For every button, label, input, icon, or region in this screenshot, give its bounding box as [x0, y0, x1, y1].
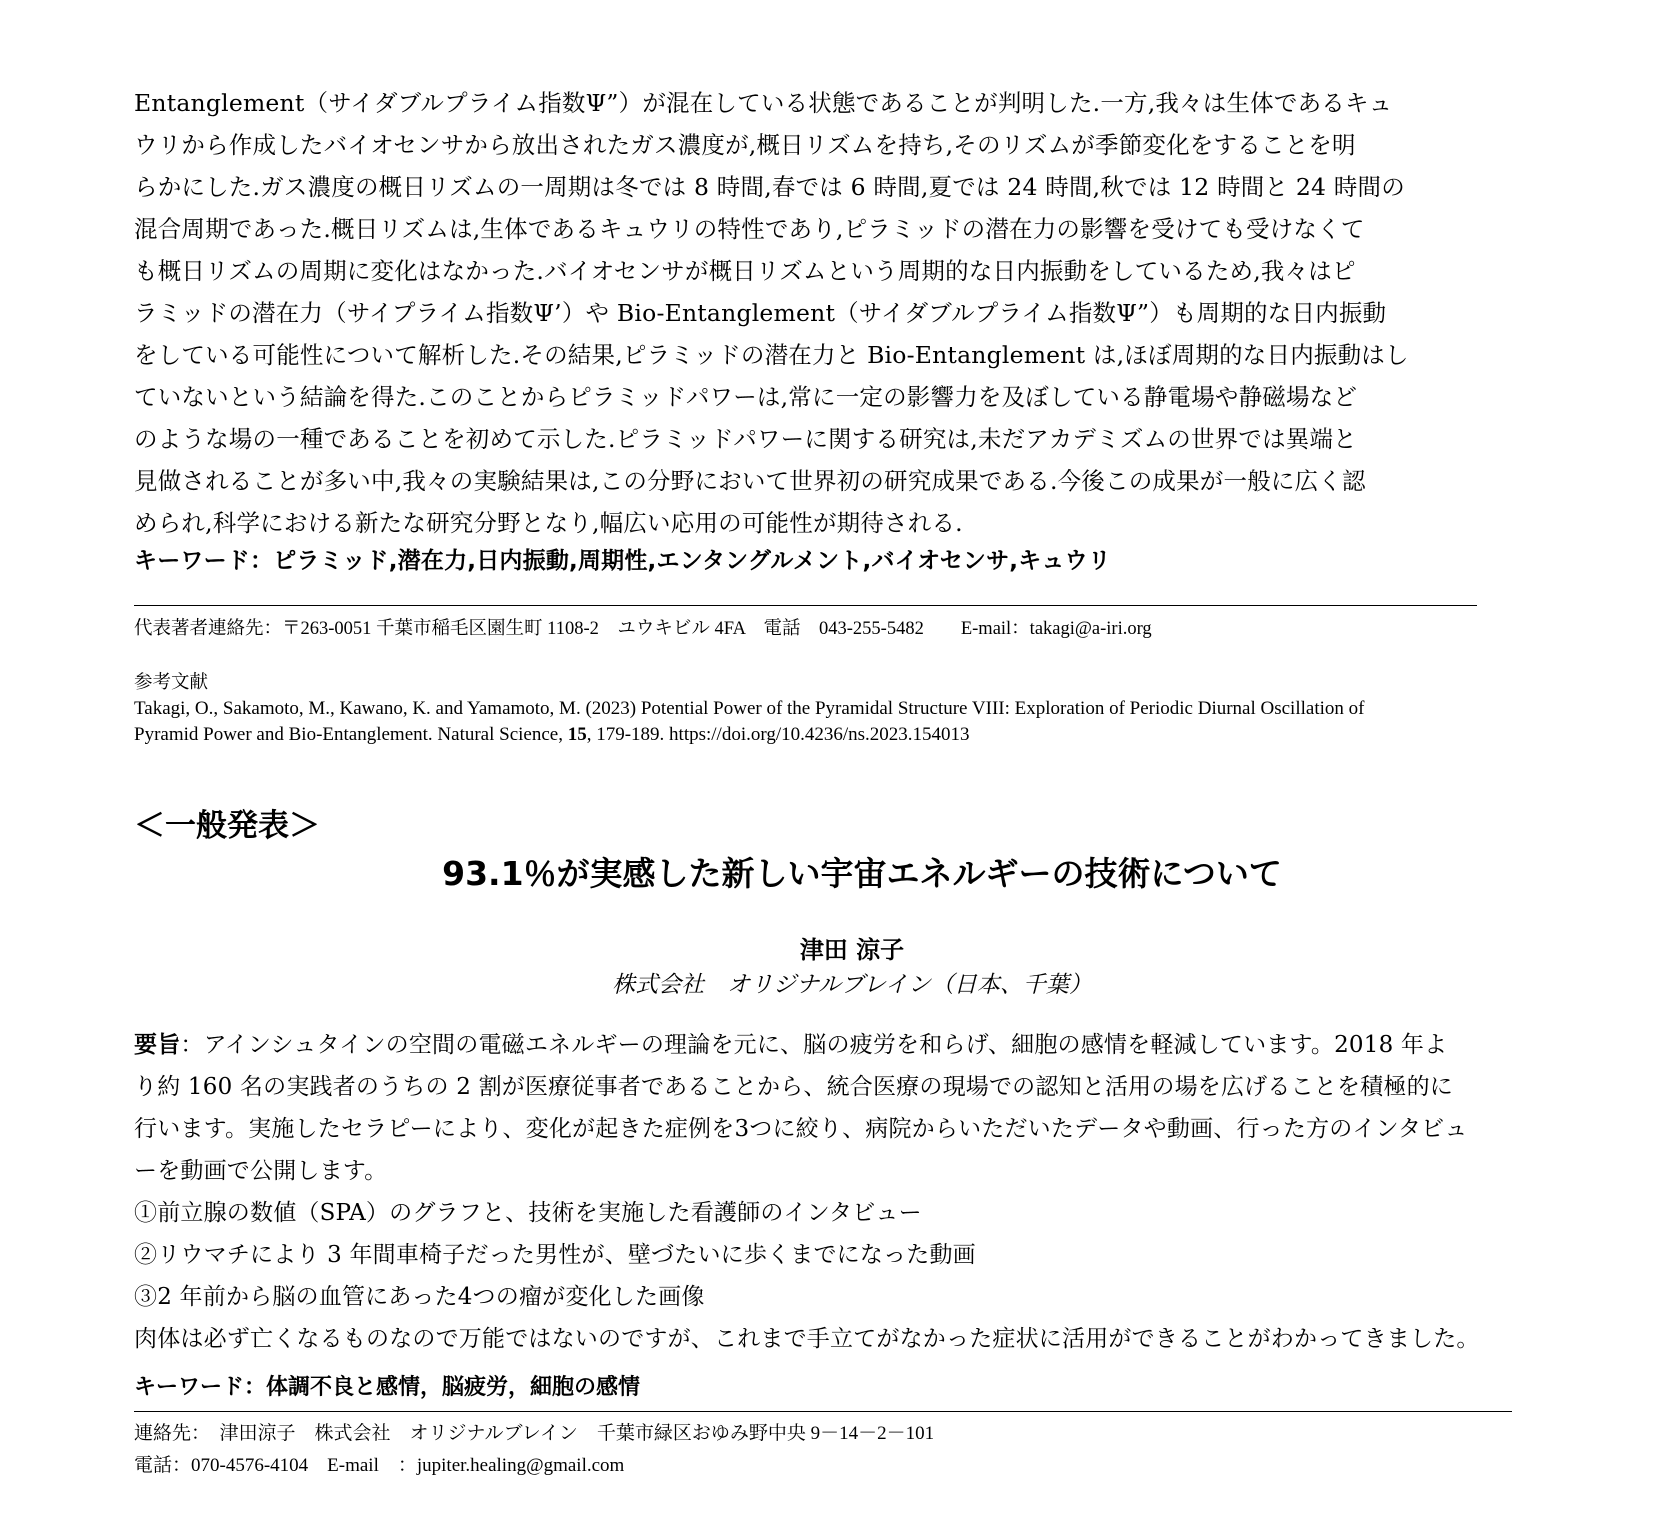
paper1-body: [134, 82, 1409, 544]
body-line: められ,科学における新たな研究分野となり,幅広い応用の可能性が期待される.: [134, 509, 963, 537]
paper2-contact-phone-email: 電話：070‐4576‐4104 E-mail ：jupiter.healing@gmail.com: [134, 1455, 625, 1476]
references-heading: 参考文献: [134, 673, 209, 693]
reference-line: Takagi, O., Sakamoto, M., Kawano, K. and Yamamoto, M. (2023) Potential Power of the Pyramidal Structure VIII: Exploration of Periodic Diurnal Oscillation of: [134, 698, 1365, 719]
reference-line-end: , 179-189. https://doi.org/10.4236/ns.2023.154013: [586, 724, 970, 745]
abstract-line: り約 160 名の実践者のうちの 2 割が医療従事者であることから、統合医療の現場での認知と活用の場を広げることを積極的に: [134, 1074, 1453, 1100]
divider-rule: [134, 605, 1477, 606]
abstract: [134, 1024, 1480, 1360]
divider-rule: [134, 1411, 1512, 1412]
body-line: をしている可能性について解析した.その結果,ピラミッドの潜在力と Bio-Entanglement は,ほぼ周期的な日内振動はし: [134, 341, 1409, 369]
reference-entry: [134, 696, 1364, 748]
paper1-contact: 代表著者連絡先：〒263-0051 千葉市稲毛区園生町 1108-2 ユウキビル 4FA 電話 043-255-5482 E-mail：takagi@a-iri.org: [134, 619, 1152, 639]
body-line: ウリから作成したバイオセンサから放出されたガス濃度が,概日リズムを持ち,そのリズムが季節変化をすることを明: [134, 131, 1356, 159]
abstract-label: 要旨: [134, 1032, 181, 1058]
author-name: 津田 涼子: [799, 936, 905, 964]
body-line: のような場の一種であることを初めて示した.ピラミッドパワーに関する研究は,未だアカデミズムの世界では異端と: [134, 425, 1357, 453]
body-line: らかにした.ガス濃度の概日リズムの一周期は冬では 8 時間,春では 6 時間,夏では 24 時間,秋では 12 時間と 24 時間の: [134, 173, 1405, 201]
abstract-line: 行います。実施したセラピーにより、変化が起きた症例を3つに絞り、病院からいただいたデータや動画、行った方のインタビュ: [134, 1116, 1468, 1142]
paper-title: 93.1％が実感した新しい宇宙エネルギーの技術について: [442, 854, 1282, 893]
paper1-keywords: [134, 542, 1111, 575]
abstract-line: ②リウマチにより 3 年間車椅子だった男性が、壁づたいに歩くまでになった動画: [134, 1242, 976, 1268]
reference-line-start: Pyramid Power and Bio-Entanglement. Natural Science,: [134, 724, 568, 745]
abstract-line: [134, 1024, 1480, 1066]
abstract-text: ：アインシュタインの空間の電磁エネルギーの理論を元に、脳の疲労を和らげ、細胞の感情を軽減しています。2018 年よ: [180, 1032, 1448, 1058]
reference-volume: 15: [567, 724, 587, 745]
body-line: ていないという結論を得た.このことからピラミッドパワーは,常に一定の影響力を及ぼしている静電場や静磁場など: [134, 383, 1358, 411]
affiliation: 株式会社 オリジナルブレイン（日本、千葉）: [612, 972, 1092, 998]
body-line: 見做されることが多い中,我々の実験結果は,この分野において世界初の研究成果である.今後この成果が一般に広く認: [134, 467, 1366, 495]
abstract-line: ①前立腺の数値（SPA）のグラフと、技術を実施した看護師のインタビュー: [134, 1200, 922, 1226]
paper2-contact-address: 連絡先： 津田涼子 株式会社 オリジナルブレイン 千葉市緑区おゆみ野中央 9－14－2－101: [134, 1423, 935, 1444]
body-line: 混合周期であった.概日リズムは,生体であるキュウリの特性であり,ピラミッドの潜在力の影響を受けても受けなくて: [134, 215, 1365, 243]
keywords-label: キーワード：: [134, 548, 274, 574]
keywords-list: ピラミッド,潜在力,日内振動,周期性,エンタングルメント,バイオセンサ,キュウリ: [273, 548, 1112, 574]
keywords-list: 体調不良と感情，脳疲労，細胞の感情: [266, 1375, 641, 1400]
body-line: も概日リズムの周期に変化はなかった.バイオセンサが概日リズムという周期的な日内振動をしているため,我々はピ: [134, 257, 1356, 285]
body-line: ラミッドの潜在力（サイプライム指数Ψ’）や Bio-Entanglement（サイダブルプライム指数Ψ”）も周期的な日内振動: [134, 299, 1387, 327]
abstract-line: ーを動画で公開します。: [134, 1158, 388, 1184]
reference-line: [134, 722, 1364, 748]
abstract-line: ③2 年前から脳の血管にあった4つの瘤が変化した画像: [134, 1284, 705, 1310]
keywords-label: キーワード：: [134, 1375, 267, 1400]
abstract-line: 肉体は必ず亡くなるものなので万能ではないのですが、これまで手立てがなかった症状に活用ができることがわかってきました。: [134, 1326, 1480, 1352]
section-heading: ＜一般発表＞: [134, 808, 320, 844]
body-line: Entanglement（サイダブルプライム指数Ψ”）が混在している状態であることが判明した.一方,我々は生体であるキュ: [134, 89, 1393, 117]
paper2-keywords: [134, 1370, 640, 1401]
